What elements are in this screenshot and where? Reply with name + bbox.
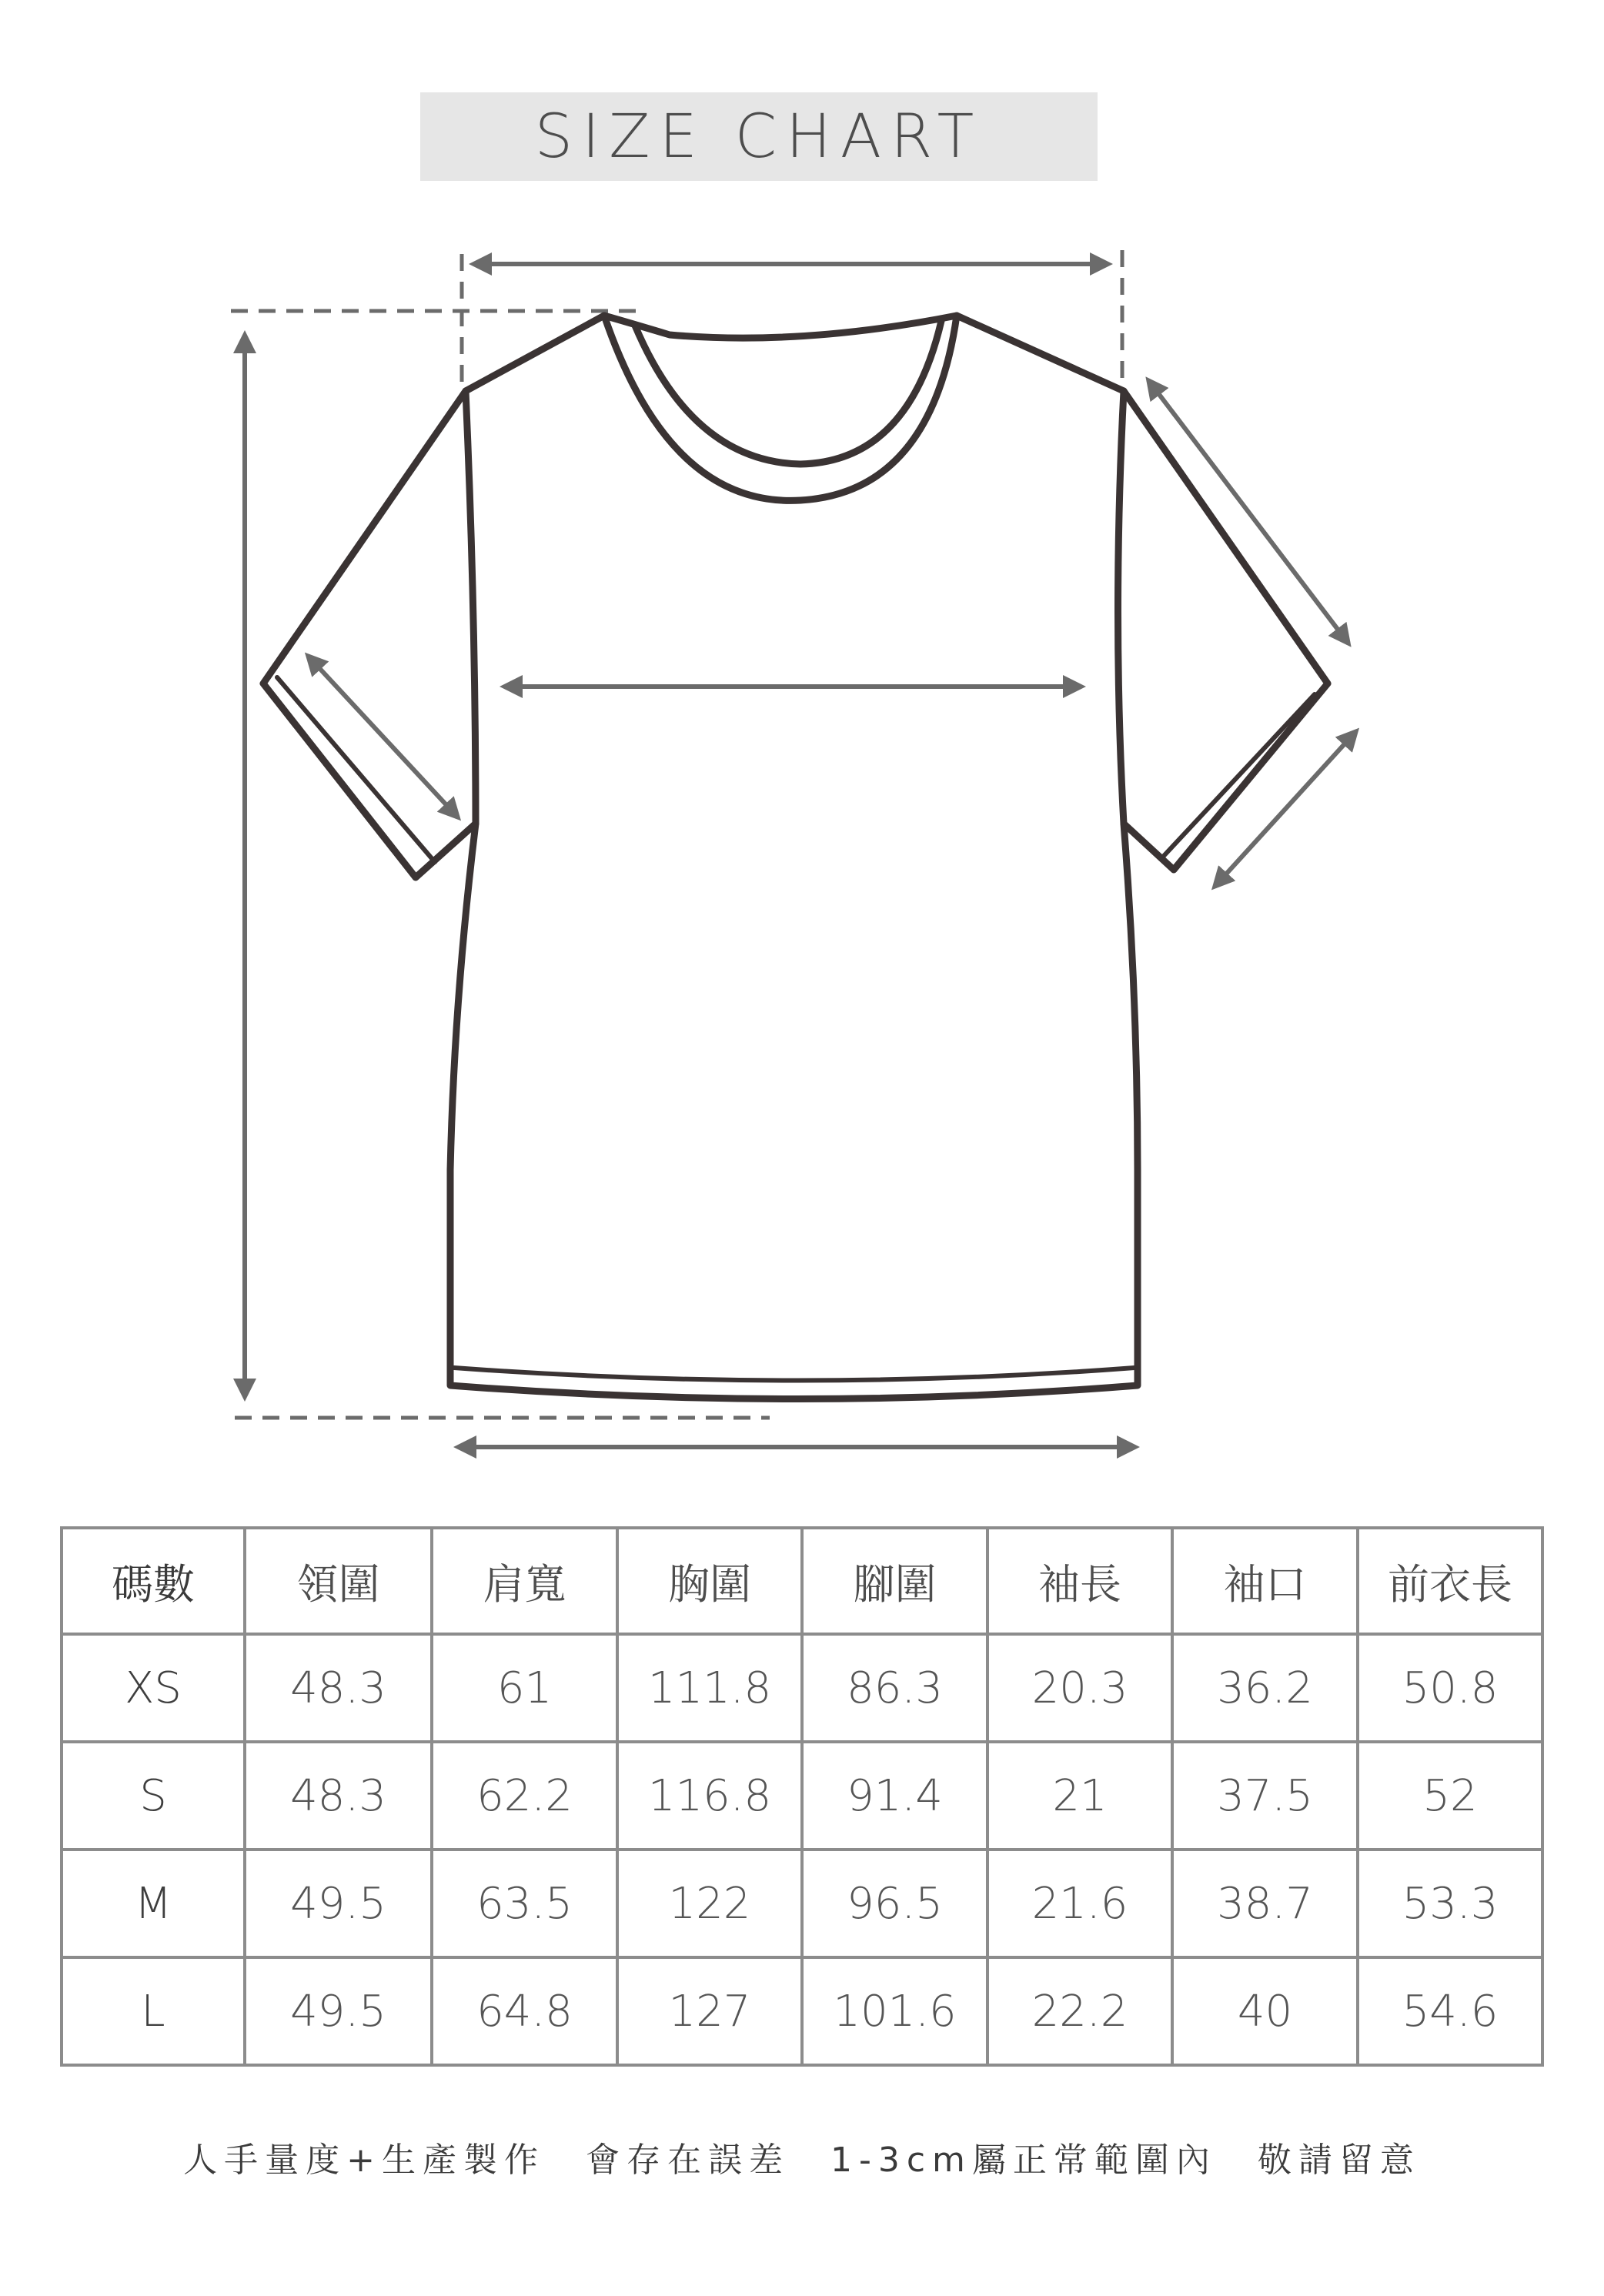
- header-chest: 胸圍: [617, 1528, 802, 1634]
- table-cell: 48.3: [245, 1742, 432, 1850]
- table-cell: 21.6: [987, 1850, 1172, 1957]
- table-cell: 37.5: [1172, 1742, 1358, 1850]
- size-table: [60, 1526, 1544, 2067]
- header-shoulder: 肩寬: [432, 1528, 617, 1634]
- table-cell: 62.2: [432, 1742, 617, 1850]
- table-cell: 49.5: [245, 1850, 432, 1957]
- header-cuff: 袖口: [1172, 1528, 1358, 1634]
- table-cell: 61: [432, 1634, 617, 1742]
- table-row: [62, 1742, 1542, 1850]
- sleeve-length-arrow: [1148, 380, 1348, 643]
- table-cell: 127: [617, 1957, 802, 2065]
- table-cell: 21: [987, 1742, 1172, 1850]
- hem-line: [454, 1368, 1134, 1381]
- table-cell: 36.2: [1172, 1634, 1358, 1742]
- size-label: XS: [62, 1634, 245, 1742]
- table-cell: 91.4: [802, 1742, 987, 1850]
- table-cell: 50.8: [1358, 1634, 1542, 1742]
- table-cell: 64.8: [432, 1957, 617, 2065]
- table-row: [62, 1850, 1542, 1957]
- size-label: L: [62, 1957, 245, 2065]
- body-outline: [263, 316, 1328, 1399]
- right-sleeve-cuff: [1164, 694, 1315, 856]
- header-neck: 領圍: [245, 1528, 432, 1634]
- table-cell: 116.8: [617, 1742, 802, 1850]
- header-size: 碼數: [62, 1528, 245, 1634]
- table-cell: 20.3: [987, 1634, 1172, 1742]
- table-row: [62, 1957, 1542, 2065]
- size-label: S: [62, 1742, 245, 1850]
- collar-inner: [635, 321, 941, 464]
- table-cell: 96.5: [802, 1850, 987, 1957]
- right-armhole: [1118, 391, 1124, 824]
- table-cell: 122: [617, 1850, 802, 1957]
- table-cell: 63.5: [432, 1850, 617, 1957]
- table-cell: 101.6: [802, 1957, 987, 2065]
- table-header-row: [62, 1528, 1542, 1634]
- header-front-length: 前衣長: [1358, 1528, 1542, 1634]
- table-cell: 54.6: [1358, 1957, 1542, 2065]
- tshirt-outline: [263, 316, 1328, 1399]
- table-cell: 38.7: [1172, 1850, 1358, 1957]
- page-title: SIZE CHART: [534, 102, 984, 172]
- table-cell: 111.8: [617, 1634, 802, 1742]
- header-sleeve-length: 袖長: [987, 1528, 1172, 1634]
- size-label: M: [62, 1850, 245, 1957]
- header-hem: 腳圍: [802, 1528, 987, 1634]
- left-armhole: [466, 391, 476, 824]
- table-cell: 53.3: [1358, 1850, 1542, 1957]
- table-row: [62, 1634, 1542, 1742]
- table-cell: 86.3: [802, 1634, 987, 1742]
- table-cell: 52: [1358, 1742, 1542, 1850]
- table-cell: 22.2: [987, 1957, 1172, 2065]
- table-cell: 48.3: [245, 1634, 432, 1742]
- table-cell: 49.5: [245, 1957, 432, 2065]
- cuff-right-arrow: [1215, 731, 1356, 887]
- guide-lines: [231, 250, 1122, 1418]
- table-cell: 40: [1172, 1957, 1358, 2065]
- measurement-note: 人手量度+生產製作 會存在誤差 1-3cm屬正常範圍內 敬請留意: [183, 2141, 1421, 2180]
